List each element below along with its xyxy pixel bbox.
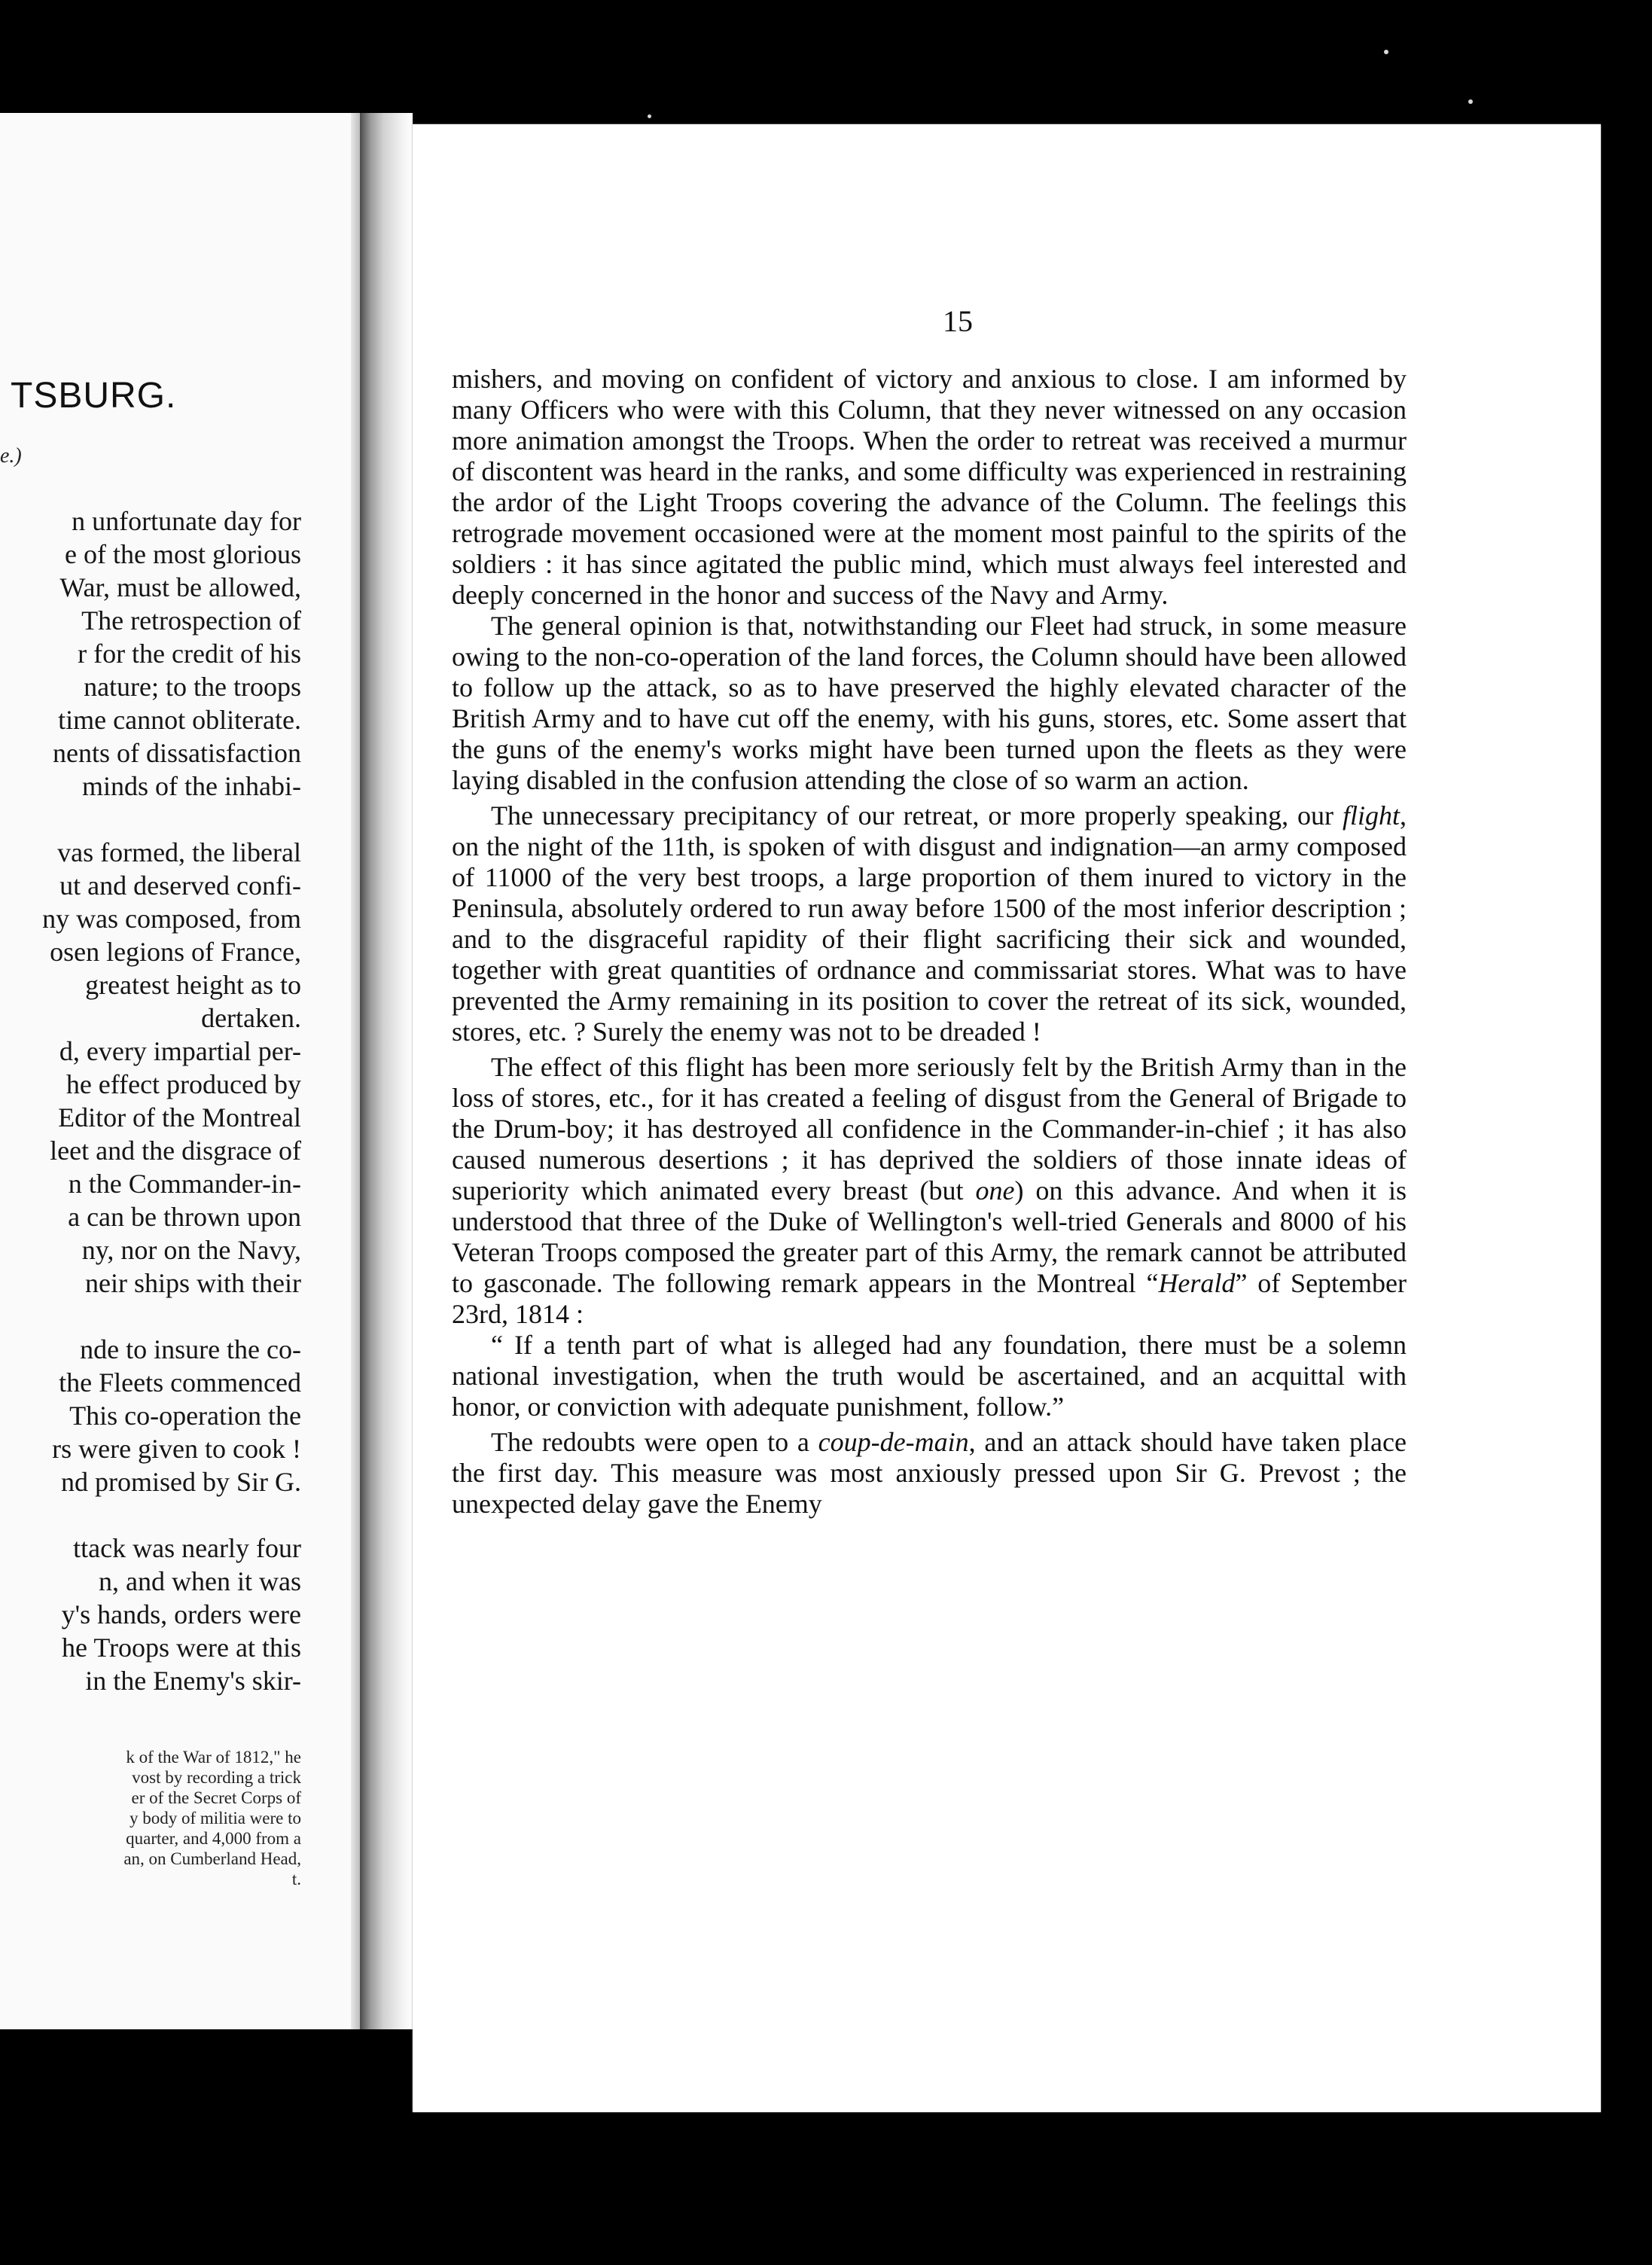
left-page-subheading: e.): [0, 444, 22, 468]
left-page-line: ttack was nearly four: [73, 1533, 301, 1563]
left-page-line: d, every impartial per-: [59, 1036, 301, 1066]
left-page-line: vas formed, the liberal: [57, 837, 301, 867]
left-page-footnote-line: er of the Secret Corps of: [131, 1788, 301, 1807]
left-page-line: n, and when it was: [99, 1566, 301, 1596]
left-page-line: y's hands, orders were: [61, 1599, 301, 1629]
left-page-line: in the Enemy's skir-: [85, 1666, 301, 1696]
left-page-line: rs were given to cook !: [52, 1434, 301, 1464]
left-page-line: e of the most glorious: [65, 539, 301, 569]
left-page-line: time cannot obliterate.: [58, 705, 301, 735]
left-page-footnote-line: an, on Cumberland Head,: [123, 1849, 301, 1868]
left-page-footnote-line: vost by recording a trick: [132, 1768, 301, 1787]
left-page-line: nents of dissatisfaction: [53, 738, 301, 768]
left-page-line: nd promised by Sir G.: [61, 1467, 301, 1497]
italic-coup-de-main: coup-de-main: [818, 1427, 969, 1457]
paragraph-3: [452, 800, 1407, 1047]
left-page-line: he Troops were at this: [62, 1632, 301, 1663]
left-page-line: leet and the disgrace of: [50, 1136, 301, 1166]
paragraph-4-text-mid: ) on this advance. And when it is understood that three of the Duke of Wellington's well-tried Generals and 8000 of his Veteran Troops composed the greater part of this Army, the remark cannot be attributed to gasconade. The following remark appears in the Montreal “: [452, 1175, 1407, 1298]
left-page-footnote-line: y body of militia were to: [129, 1809, 301, 1828]
page-number: 15: [943, 304, 973, 338]
dust-speck: [1468, 99, 1473, 104]
paragraph-6: [452, 1427, 1407, 1520]
left-page-line: This co-operation the: [69, 1401, 301, 1431]
quotation-paragraph: “ If a tenth part of what is alleged had any foundation, there must be a solemn national investigation, when the truth would be ascertained, and an acquittal with honor, or conviction with adequate punishment, follow.”: [452, 1330, 1407, 1422]
paragraph-4: [452, 1052, 1407, 1330]
paragraph-3-text: The unnecessary precipitancy of our retreat, or more properly speaking, our: [491, 800, 1343, 831]
left-page-heading: TSBURG.: [11, 376, 177, 416]
dust-speck: [1384, 50, 1388, 54]
left-page-footnote: [0, 1747, 301, 1889]
paragraph-1: mishers, and moving on confident of victory and anxious to close. I am informed by many Officers who were with this Column, that they never witnessed on any occasion more animation amongst the Troops. When the order to retreat was received a murmur of discontent was heard in the ranks, and some difficulty was experienced in restraining the ardor of the Light Troops covering the advance of the Column. The feelings this retrograde movement occasioned were at the moment most painful to the spirits of the soldiers : it has since agitated the public mind, which must always feel interested and deeply concerned in the honor and success of the Navy and Army.: [452, 364, 1407, 610]
left-page-line: [0, 1300, 301, 1333]
left-page-footnote-line: t.: [291, 1870, 301, 1889]
left-page-line: nde to insure the co-: [80, 1334, 301, 1364]
left-page-line: nature; to the troops: [84, 672, 301, 702]
page-fold-shadow: [351, 113, 360, 2029]
paragraph-2: The general opinion is that, notwithstanding our Fleet had struck, in some measure owing to the non-co-operation of the land forces, the Column should have been allowed to follow up the attack, so as to have preserved the highly elevated character of the British Army and to have cut off the enemy, with his guns, stores, etc. Some assert that the guns of the enemy's works might have been turned upon the fleets as they were laying disabled in the confusion attending the close of so warm an action.: [452, 611, 1407, 795]
paragraph-6-text: The redoubts were open to a: [491, 1427, 818, 1457]
left-page-line: greatest height as to: [85, 970, 301, 1000]
italic-herald: Herald: [1158, 1268, 1236, 1298]
dust-speck: [648, 114, 651, 118]
left-page-line: osen legions of France,: [50, 937, 301, 967]
left-page-footnote-line: quarter, and 4,000 from a: [126, 1829, 301, 1848]
left-page-line: the Fleets commenced: [59, 1367, 301, 1398]
paragraph-3-text-cont: , on the night of the 11th, is spoken of with disgust and indignation—an army composed of 11000 of the very best troops, a large proportion of them inured to victory in the Peninsula, absolutely ordered to run away before 1500 of the most inferior description ; and to the disgraceful rapidity of their flight sacrificing their sick and wounded, together with great quantities of ordnance and commissariat stores. What was to have prevented the Army remaining in its position to cover the retreat of its sick, wounded, stores, etc. ? Surely the enemy was not to be dreaded !: [452, 800, 1407, 1047]
left-page-line: [0, 803, 301, 836]
italic-one: one: [975, 1175, 1015, 1206]
left-page-text: [0, 505, 301, 1697]
italic-flight: flight: [1342, 800, 1400, 831]
left-page-line: minds of the inhabi-: [82, 771, 301, 801]
left-page-line: neir ships with their: [85, 1268, 301, 1298]
left-page-line: [0, 1498, 301, 1532]
page-body: [452, 364, 1407, 1520]
left-page-line: The retrospection of: [81, 605, 301, 636]
left-page-line: r for the credit of his: [78, 639, 301, 669]
paragraph-4-text-end: ” of September 23rd, 1814 :: [452, 1268, 1407, 1329]
book-gutter: [360, 113, 413, 2029]
left-page-footnote-line: k of the War of 1812," he: [126, 1748, 301, 1767]
paragraph-6-text-cont: , and an attack should have taken place the first day. This measure was most anxiously pressed upon Sir G. Prevost ; the unexpected delay gave the Enemy: [452, 1427, 1407, 1519]
left-page: [0, 113, 360, 2029]
left-page-line: n unfortunate day for: [72, 506, 301, 536]
left-page-line: n the Commander-in-: [68, 1169, 301, 1199]
left-page-line: dertaken.: [201, 1003, 301, 1033]
paragraph-4-text: The effect of this flight has been more seriously felt by the British Army than in the loss of stores, etc., for it has created a feeling of disgust from the General of Brigade to the Drum-boy; it has destroyed all confidence in the Commander-in-chief ; it has also caused numerous desertions ; it has deprived the soldiers of those innate ideas of superiority which animated every breast (but: [452, 1052, 1407, 1206]
right-page: [413, 124, 1601, 2112]
left-page-line: he effect produced by: [66, 1069, 301, 1099]
left-page-line: ny, nor on the Navy,: [81, 1235, 301, 1265]
left-page-line: ny was composed, from: [42, 904, 301, 934]
left-page-line: Editor of the Montreal: [58, 1102, 301, 1132]
left-page-line: War, must be allowed,: [59, 572, 301, 602]
left-page-line: ut and deserved confi-: [59, 870, 301, 901]
left-page-line: a can be thrown upon: [68, 1202, 301, 1232]
